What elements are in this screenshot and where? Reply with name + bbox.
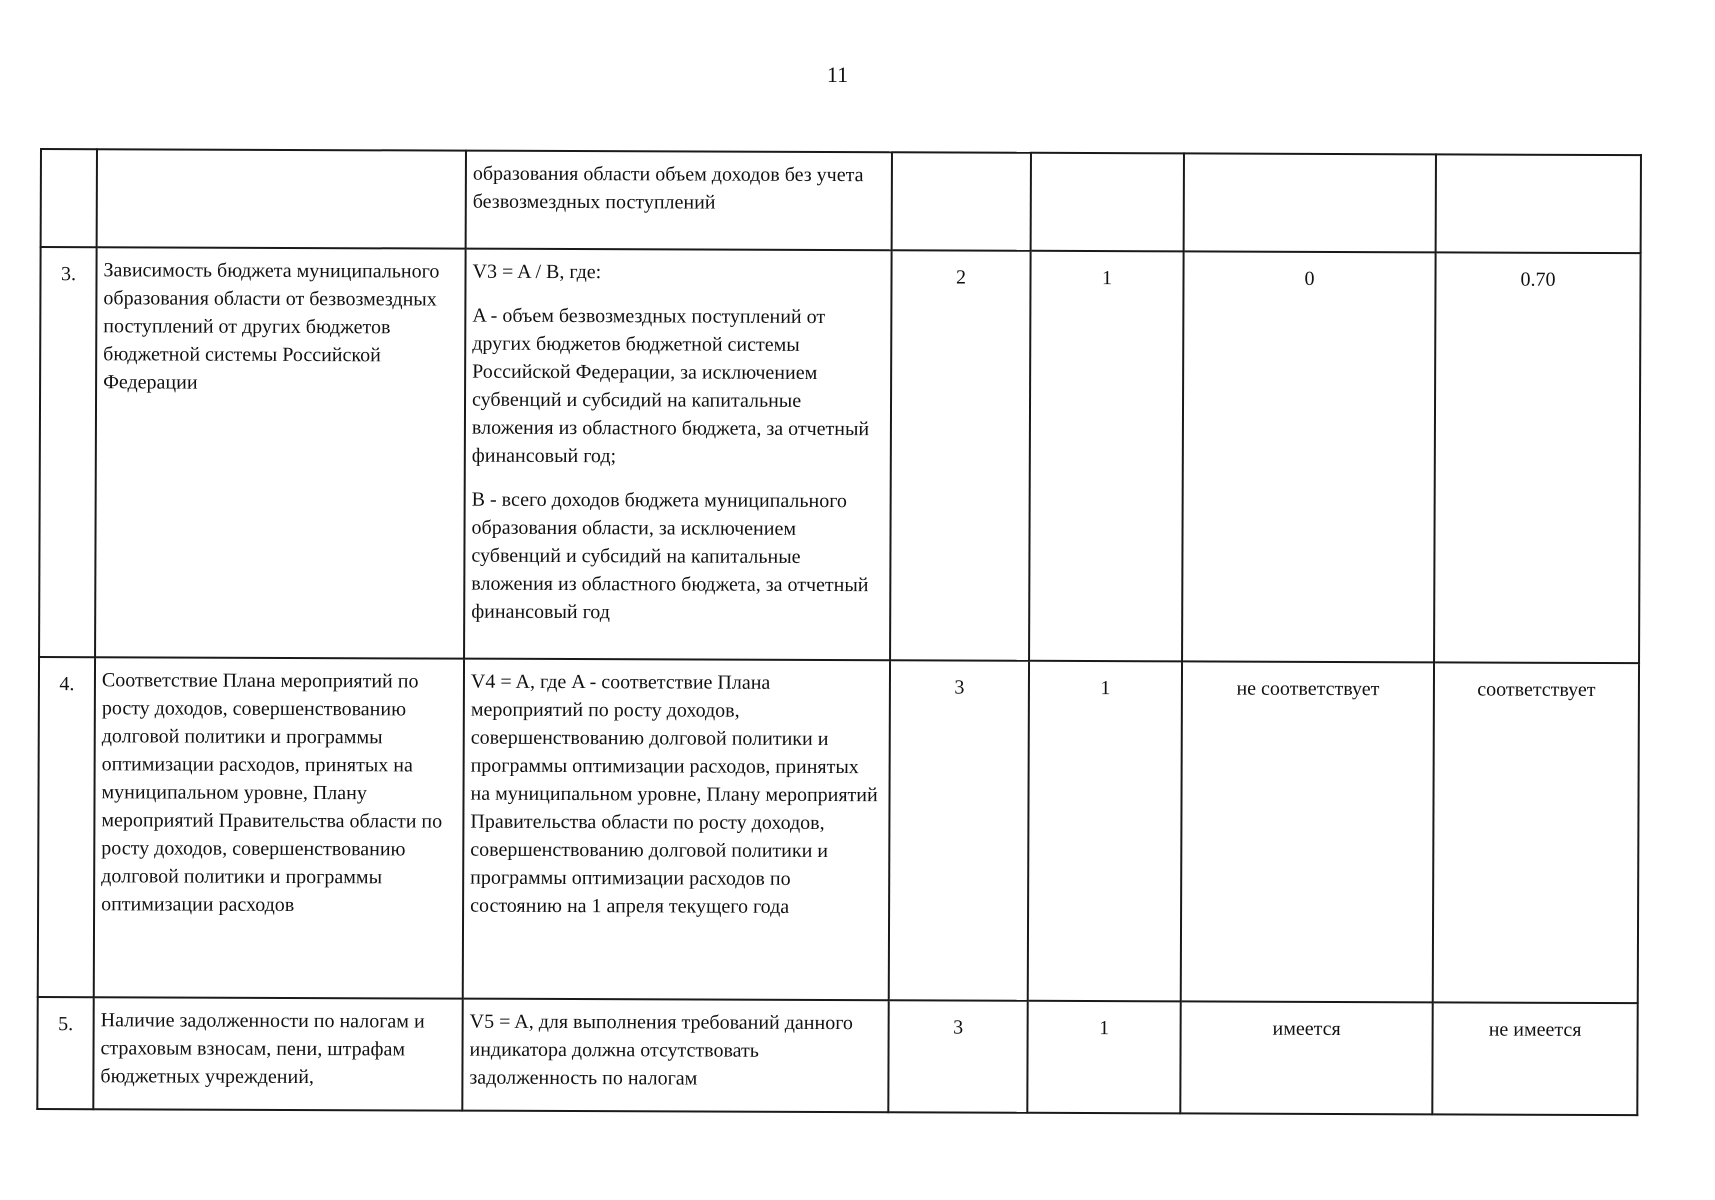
cell-number: 4.: [38, 657, 95, 997]
cell-formula: [466, 151, 892, 251]
cell-col5: 1: [1028, 661, 1182, 1002]
cell-indicator-name: [97, 149, 466, 248]
cell-col6: 0: [1182, 251, 1436, 662]
formula-line: B - всего доходов бюджета муниципального образования области, за исключением субвенций и субсидий на капитальные вложения из областного бюджета, за отчетный финансовый год: [471, 488, 869, 624]
table-row: [39, 247, 1641, 663]
formula-line: образования области объем доходов без учета безвозмездных поступлений: [472, 162, 864, 214]
cell-col5: 1: [1027, 1001, 1180, 1114]
cell-col7: соответствует: [1433, 662, 1639, 1003]
formula-line: A - объем безвозмездных поступлений от других бюджетов бюджетной системы Российской Федерации, за исключением субвенций и субсидий на капитальные вложения из областного бюджета, за отчетный финансовый год;: [471, 304, 870, 468]
cell-col7: 0.70: [1434, 252, 1641, 663]
cell-col7: не имеется: [1432, 1002, 1637, 1115]
cell-col4: 2: [890, 250, 1031, 661]
cell-col4: [892, 152, 1031, 251]
table-row-continuation: [41, 149, 1641, 253]
page-number: 11: [826, 62, 849, 87]
cell-col6: [1184, 153, 1436, 252]
cell-number: [41, 149, 97, 247]
cell-col6: имеется: [1180, 1001, 1432, 1114]
cell-col6: не соответствует: [1181, 661, 1434, 1002]
table-row: [38, 657, 1639, 1003]
formula-line: V4 = A, где A - соответствие Плана мероприятий по росту доходов, совершенствованию долговой политики и программы оптимизации расходов, принятых на муниципальном уровне, Плану мероприятий Правительства области по росту доходов, совершенствованию долговой политики и программы оптимизации расходов по состоянию на 1 апреля текущего года: [470, 670, 878, 918]
indicators-table: [36, 148, 1642, 1116]
cell-col4: 3: [889, 660, 1029, 1001]
cell-indicator-name: Наличие задолженности по налогам и страховым взносам, пени, штрафам бюджетных учреждений,: [93, 997, 462, 1110]
cell-indicator-name: Соответствие Плана мероприятий по росту доходов, совершенствованию долговой политики и программы оптимизации расходов, принятых на муниципальном уровне, Плану мероприятий Правительства области по росту доходов, совершенствованию долговой политики и программы оптимизации расходов: [94, 657, 464, 998]
table-row: [37, 997, 1637, 1115]
cell-indicator-name: Зависимость бюджета муниципального образования области от безвозмездных поступлений от других бюджетов бюджетной системы Российской Федерации: [95, 247, 466, 658]
cell-col7: [1436, 154, 1641, 253]
formula-line: V3 = A / B, где:: [472, 260, 602, 284]
cell-formula: [462, 999, 888, 1113]
formula-line: V5 = A, для выполнения требований данного индикатора должна отсутствовать задолженность по налогам: [469, 1010, 853, 1090]
cell-col4: 3: [888, 1000, 1027, 1113]
cell-col5: [1031, 153, 1184, 252]
cell-number: 5.: [37, 997, 93, 1109]
cell-col5: 1: [1029, 251, 1184, 662]
cell-formula: [464, 249, 892, 661]
cell-formula: [463, 659, 890, 1001]
cell-number: 3.: [39, 247, 97, 657]
